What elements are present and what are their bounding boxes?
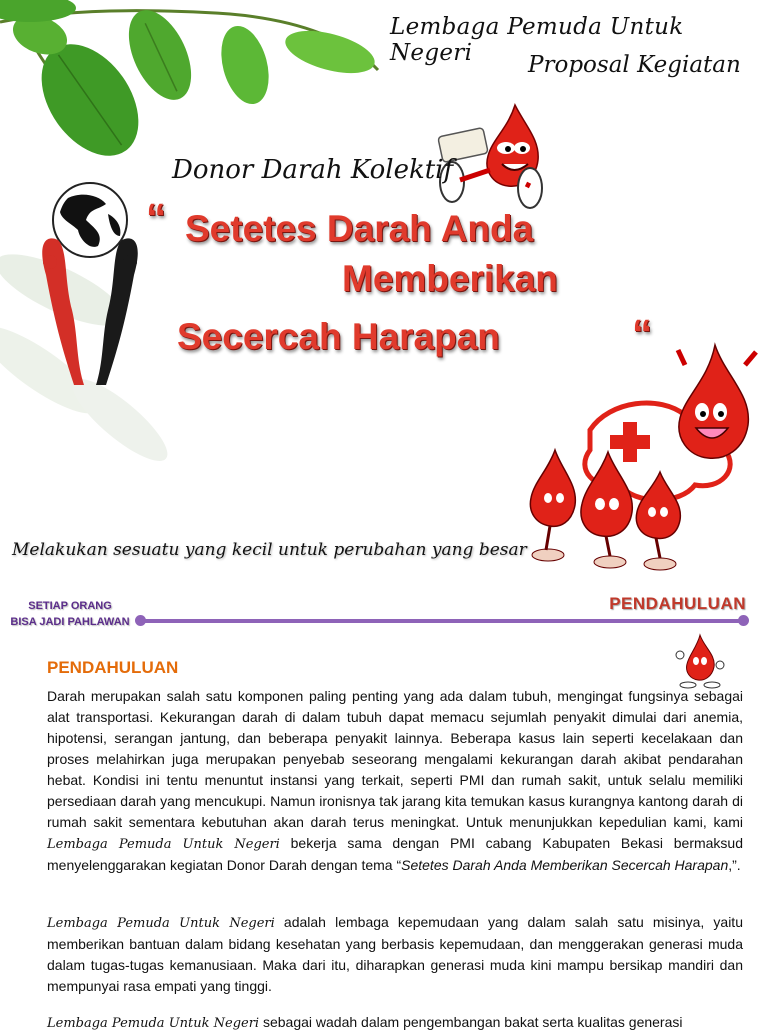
divider-dot-right: [738, 615, 749, 626]
event-title: Donor Darah Kolektif: [172, 155, 454, 185]
paragraph-3-text: sebagai wadah dalam pengembangan bakat serta kualitas generasi: [259, 1014, 683, 1030]
paragraph-2-text: adalah lembaga kepemudaan yang dalam salah satu misinya, yaitu memberikan bantuan dalam bidang kesehatan yang berbasis kepemudaan, dan menggerakan generasi muda dalam tugas-tugas kemanusiaan. Maka dari itu, diharapkan generasi muda kini mampu bersikap mandiri dan mempunyai rasa empati yang tinggi.: [47, 914, 743, 994]
paragraph-2: [47, 912, 743, 997]
slogan-open-quote: “: [146, 196, 166, 240]
paragraph-1-org: Lembaga Pemuda Untuk Negeri: [47, 837, 280, 852]
section-heading: PENDAHULUAN: [47, 658, 179, 677]
slogan-close-quote: “: [632, 312, 652, 356]
blood-drop-mascot-small: [672, 633, 727, 691]
paragraph-1: [47, 686, 743, 876]
slogan-line-3: Secercah Harapan: [177, 316, 500, 357]
blood-drop-mascot-group: [520, 340, 768, 578]
tagline: Melakukan sesuatu yang kecil untuk perubahan yang besar: [12, 540, 527, 560]
side-note-line-2: BISA JADI PAHLAWAN: [10, 616, 130, 628]
organization-name: Lembaga Pemuda Untuk Negeri: [390, 14, 684, 66]
divider-line: [140, 619, 745, 623]
side-note-line-1: SETIAP ORANG: [28, 600, 112, 612]
slogan-line-1: Setetes Darah Anda: [185, 208, 534, 249]
paragraph-2-org: Lembaga Pemuda Untuk Negeri: [47, 916, 275, 931]
slogan-line-2: Memberikan: [342, 258, 558, 299]
paragraph-1-text-a: Darah merupakan salah satu komponen paling penting yang ada dalam tubuh, mengingat fungsinya sebagai alat transportasi. Kekurangan darah di dalam tubuh dapat memacu sejumlah penyakit dimulai dari anemia, hipotensi, serangan jantung, dan beberapa penyakit lainnya. Beberapa kasus lain seperti kecelakaan dan proses melahirkan juga merupakan penyebab seseorang mengalami kekurangan darah akibat pendarahan hebat. Kondisi ini tentu menuntut instansi yang terkait, seperti PMI dan rumah sakit, untuk selalu memiliki persediaan darah yang mencukupi. Namun ironisnya tak jarang kita temukan kasus kurangnya kantong darah di rumah sakit sementara kebutuhan akan darah terus meningkat. Untuk menunjukkan kepedulian kami, kami: [47, 688, 743, 830]
side-note: [10, 598, 130, 630]
section-tag: PENDAHULUAN: [609, 594, 746, 613]
paragraph-3-org: Lembaga Pemuda Untuk Negeri: [47, 1016, 260, 1031]
globe-people-logo: [28, 180, 153, 395]
paragraph-1-text-c: ,”.: [728, 857, 741, 873]
paragraph-1-text-b: bekerja sama dengan PMI cabang Kabupaten Bekasi bermaksud menyelenggarakan kegiatan Donor Darah dengan tema “: [47, 835, 743, 873]
paragraph-3: [47, 1012, 743, 1034]
paragraph-1-theme: Setetes Darah Anda Memberikan Secercah Harapan: [401, 857, 729, 873]
document-type: Proposal Kegiatan: [528, 52, 741, 78]
